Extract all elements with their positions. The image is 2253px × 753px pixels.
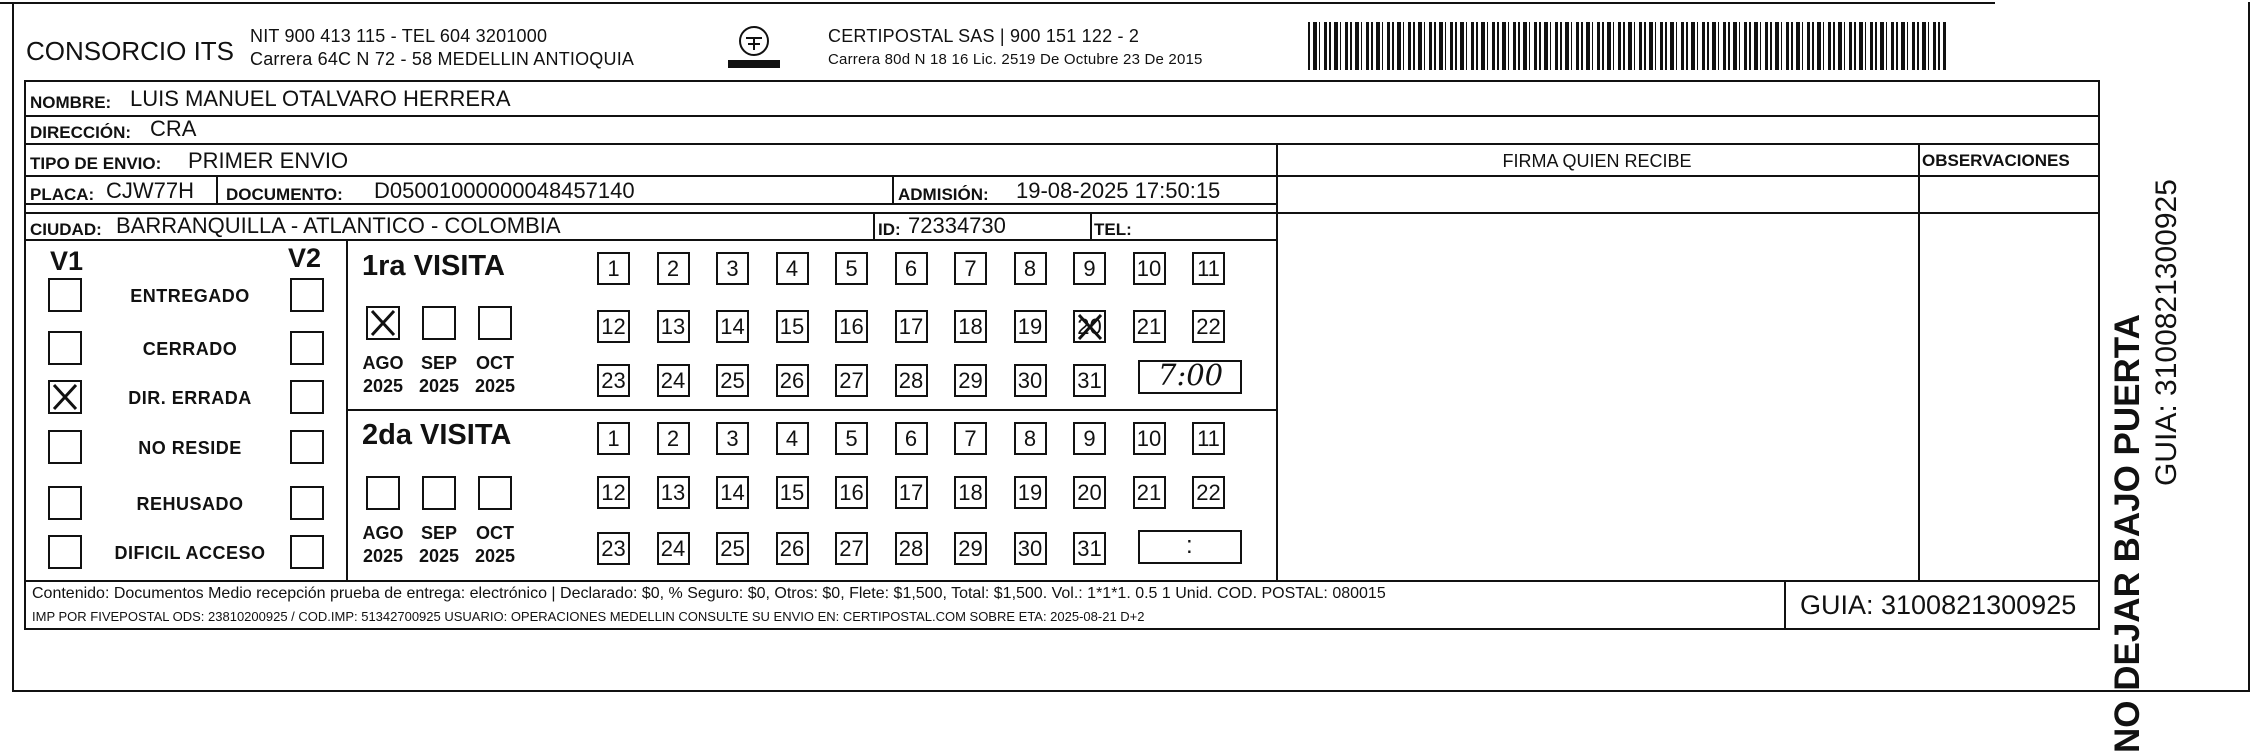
v2-checkbox[interactable] bbox=[290, 278, 324, 312]
admision-label: ADMISIÓN: bbox=[898, 185, 989, 204]
first-visit-month-box[interactable] bbox=[422, 306, 456, 340]
second-visit-day-box[interactable]: 8 bbox=[1014, 422, 1047, 455]
first-visit-day-box[interactable]: 24 bbox=[657, 364, 690, 397]
v1-checkbox[interactable] bbox=[48, 486, 82, 520]
second-visit-day-box[interactable]: 17 bbox=[895, 476, 928, 509]
cell-divider bbox=[873, 212, 875, 239]
side-guia: GUIA: 3100821300925 bbox=[2150, 179, 2183, 486]
first-visit-day-box[interactable]: 30 bbox=[1014, 364, 1047, 397]
status-option-label: CERRADO bbox=[142, 339, 238, 359]
second-visit-day-box[interactable]: 31 bbox=[1073, 532, 1106, 565]
month-label: SEP 2025 bbox=[418, 523, 460, 566]
second-visit-day-box[interactable]: 9 bbox=[1073, 422, 1106, 455]
v2-checkbox[interactable] bbox=[290, 486, 324, 520]
observaciones-header: OBSERVACIONES bbox=[1922, 151, 2070, 170]
first-visit-day-box[interactable]: 20 bbox=[1073, 310, 1106, 343]
first-visit-day-box[interactable]: 16 bbox=[835, 310, 868, 343]
second-visit-day-box[interactable]: 24 bbox=[657, 532, 690, 565]
id-value: 72334730 bbox=[908, 213, 1006, 238]
tipo-label: TIPO DE ENVIO: bbox=[30, 154, 162, 173]
second-visit-month-box[interactable] bbox=[478, 476, 512, 510]
col-divider bbox=[1276, 143, 1278, 580]
cell-divider bbox=[892, 175, 894, 203]
company-address: Carrera 64C N 72 - 58 MEDELLIN ANTIOQUIA bbox=[250, 49, 635, 69]
first-visit-day-box[interactable]: 6 bbox=[895, 252, 928, 285]
admision-value: 19-08-2025 17:50:15 bbox=[1016, 178, 1221, 203]
first-visit-day-box[interactable]: 1 bbox=[597, 252, 630, 285]
second-visit-day-box[interactable]: 10 bbox=[1133, 422, 1166, 455]
id-label: ID: bbox=[878, 220, 901, 239]
second-visit-day-box[interactable]: 27 bbox=[835, 532, 868, 565]
placa-value: CJW77H bbox=[106, 178, 195, 203]
second-visit-title: 2da VISITA bbox=[362, 419, 512, 451]
v1-label: V1 bbox=[50, 246, 84, 276]
left-edge-line bbox=[12, 2, 14, 692]
ciudad-value: BARRANQUILLA - ATLANTICO - COLOMBIA bbox=[116, 213, 561, 238]
second-visit-day-box[interactable]: 23 bbox=[597, 532, 630, 565]
cell-divider bbox=[216, 175, 218, 203]
top-edge-line bbox=[0, 2, 1995, 4]
second-visit-day-box[interactable]: 11 bbox=[1192, 422, 1225, 455]
company-nit: NIT 900 413 115 - TEL 604 3201000 bbox=[250, 26, 548, 46]
first-visit-day-box[interactable]: 8 bbox=[1014, 252, 1047, 285]
first-visit-day-box[interactable]: 17 bbox=[895, 310, 928, 343]
company-name: CONSORCIO ITS bbox=[26, 36, 235, 66]
second-time-value: : bbox=[1186, 532, 1193, 559]
month-label: OCT 2025 bbox=[474, 353, 516, 396]
month-label: AGO 2025 bbox=[362, 353, 404, 396]
first-visit-day-box[interactable]: 11 bbox=[1192, 252, 1225, 285]
status-option-label: REHUSADO bbox=[136, 494, 244, 514]
cell-divider bbox=[1090, 212, 1092, 239]
row-divider bbox=[24, 175, 2100, 177]
first-visit-day-box[interactable]: 3 bbox=[716, 252, 749, 285]
bottom-edge-line bbox=[12, 690, 2250, 692]
second-visit-day-box[interactable]: 30 bbox=[1014, 532, 1047, 565]
status-option-label: DIR. ERRADA bbox=[128, 388, 252, 408]
second-visit-day-box[interactable]: 13 bbox=[657, 476, 690, 509]
ciudad-label: CIUDAD: bbox=[30, 220, 102, 239]
second-visit-day-box[interactable]: 18 bbox=[954, 476, 987, 509]
footer-guia: GUIA: 3100821300925 bbox=[1800, 590, 2077, 620]
second-visit-day-box[interactable]: 12 bbox=[597, 476, 630, 509]
second-visit-month-box[interactable] bbox=[422, 476, 456, 510]
second-visit-day-box[interactable]: 22 bbox=[1192, 476, 1225, 509]
first-visit-day-box[interactable]: 31 bbox=[1073, 364, 1106, 397]
first-visit-day-box[interactable]: 28 bbox=[895, 364, 928, 397]
tipo-value: PRIMER ENVIO bbox=[188, 148, 349, 173]
month-label: OCT 2025 bbox=[474, 523, 516, 566]
second-visit-day-box[interactable]: 21 bbox=[1133, 476, 1166, 509]
status-option-label: DIFICIL ACCESO bbox=[114, 543, 266, 563]
first-visit-day-box[interactable]: 25 bbox=[716, 364, 749, 397]
first-visit-day-box[interactable]: 10 bbox=[1133, 252, 1166, 285]
placa-label: PLACA: bbox=[30, 185, 95, 204]
certipostal-logo bbox=[722, 24, 786, 72]
first-visit-day-box[interactable]: 4 bbox=[776, 252, 809, 285]
nombre-label: NOMBRE: bbox=[30, 93, 112, 112]
v2-label: V2 bbox=[288, 243, 322, 273]
first-visit-day-box[interactable]: 7 bbox=[954, 252, 987, 285]
firma-header: FIRMA QUIEN RECIBE bbox=[1502, 151, 1692, 171]
first-visit-day-box[interactable]: 12 bbox=[597, 310, 630, 343]
visit-divider bbox=[346, 409, 1276, 411]
second-visit-day-box[interactable]: 3 bbox=[716, 422, 749, 455]
first-visit-title: 1ra VISITA bbox=[362, 250, 505, 282]
footer-content: Contenido: Documentos Medio recepción prueba de entrega: electrónico | Declarado: $0, % Seguro: $0, Otros: $0, Flete: $1,500, Total: $1,500. Vol.: 1*1*1. 0.5 1 Unid. COD. POSTAL: 080015 bbox=[32, 585, 1386, 602]
guia-divider bbox=[1784, 580, 1786, 630]
first-visit-day-box[interactable]: 26 bbox=[776, 364, 809, 397]
month-label: SEP 2025 bbox=[418, 353, 460, 396]
first-visit-day-box[interactable]: 2 bbox=[657, 252, 690, 285]
first-visit-day-box[interactable]: 14 bbox=[716, 310, 749, 343]
month-label: AGO 2025 bbox=[362, 523, 404, 566]
first-visit-month-box[interactable] bbox=[366, 306, 400, 340]
first-visit-day-box[interactable]: 21 bbox=[1133, 310, 1166, 343]
first-visit-month-box[interactable] bbox=[478, 306, 512, 340]
direccion-value: CRA bbox=[150, 116, 197, 141]
right-edge-line bbox=[2248, 2, 2250, 692]
tel-label: TEL: bbox=[1094, 220, 1132, 239]
first-visit-day-box[interactable]: 29 bbox=[954, 364, 987, 397]
documento-label: DOCUMENTO: bbox=[226, 185, 343, 204]
status-option-label: NO RESIDE bbox=[138, 438, 242, 458]
visit-col-divider bbox=[346, 239, 348, 580]
first-visit-day-box[interactable]: 15 bbox=[776, 310, 809, 343]
first-visit-day-box[interactable]: 18 bbox=[954, 310, 987, 343]
row-divider bbox=[24, 115, 2100, 117]
first-visit-day-box[interactable]: 22 bbox=[1192, 310, 1225, 343]
first-time-value: 7:00 bbox=[1158, 358, 1224, 392]
v2-checkbox[interactable] bbox=[290, 535, 324, 569]
footer-divider bbox=[24, 580, 2100, 582]
v1-checkbox[interactable] bbox=[48, 535, 82, 569]
v2-checkbox[interactable] bbox=[290, 430, 324, 464]
v2-checkbox[interactable] bbox=[290, 331, 324, 365]
barcode bbox=[1308, 22, 1946, 70]
v2-checkbox[interactable] bbox=[290, 380, 324, 414]
footer-print-info: IMP POR FIVEPOSTAL ODS: 23810200925 / COD.IMP: 51342700925 USUARIO: OPERACIONES MEDELLIN CONSULTE SU ENVIO EN: CERTIPOSTAL.COM SOBRE ETA: 2025-08-21 D+2 bbox=[32, 609, 1145, 624]
direccion-label: DIRECCIÓN: bbox=[30, 123, 132, 142]
nombre-value: LUIS MANUEL OTALVARO HERRERA bbox=[130, 86, 511, 111]
first-visit-day-box[interactable]: 27 bbox=[835, 364, 868, 397]
second-visit-day-box[interactable]: 6 bbox=[895, 422, 928, 455]
second-visit-day-box[interactable]: 25 bbox=[716, 532, 749, 565]
second-visit-day-box[interactable]: 1 bbox=[597, 422, 630, 455]
carrier-name: CERTIPOSTAL SAS | 900 151 122 - 2 bbox=[828, 26, 1140, 46]
v1-checkbox[interactable] bbox=[48, 430, 82, 464]
second-visit-day-box[interactable]: 26 bbox=[776, 532, 809, 565]
second-visit-day-box[interactable]: 28 bbox=[895, 532, 928, 565]
second-visit-month-box[interactable] bbox=[366, 476, 400, 510]
side-warning: NO DEJAR BAJO PUERTA bbox=[2108, 314, 2147, 753]
second-visit-day-box[interactable]: 20 bbox=[1073, 476, 1106, 509]
second-visit-day-box[interactable]: 16 bbox=[835, 476, 868, 509]
second-visit-day-box[interactable]: 29 bbox=[954, 532, 987, 565]
row-divider bbox=[24, 203, 1276, 205]
first-visit-day-box[interactable]: 9 bbox=[1073, 252, 1106, 285]
day-mark-x bbox=[1075, 312, 1105, 348]
v1-checkbox[interactable] bbox=[48, 331, 82, 365]
first-visit-day-box[interactable]: 5 bbox=[835, 252, 868, 285]
second-visit-day-box[interactable]: 14 bbox=[716, 476, 749, 509]
second-visit-day-box[interactable]: 19 bbox=[1014, 476, 1047, 509]
second-visit-day-box[interactable]: 2 bbox=[657, 422, 690, 455]
v1-checkbox[interactable] bbox=[48, 278, 82, 312]
documento-value: D05001000000048457140 bbox=[374, 178, 635, 203]
col-divider bbox=[1918, 143, 1920, 580]
second-visit-day-box[interactable]: 15 bbox=[776, 476, 809, 509]
second-visit-day-box[interactable]: 5 bbox=[835, 422, 868, 455]
first-visit-day-box[interactable]: 19 bbox=[1014, 310, 1047, 343]
carrier-address: Carrera 80d N 18 16 Lic. 2519 De Octubre 23 De 2015 bbox=[828, 51, 1203, 68]
second-visit-day-box[interactable]: 7 bbox=[954, 422, 987, 455]
row-divider bbox=[24, 143, 2100, 145]
v1-checkbox[interactable] bbox=[48, 380, 82, 414]
first-visit-day-box[interactable]: 23 bbox=[597, 364, 630, 397]
status-option-label: ENTREGADO bbox=[130, 286, 250, 306]
second-visit-day-box[interactable]: 4 bbox=[776, 422, 809, 455]
row-divider bbox=[24, 239, 1276, 241]
first-visit-day-box[interactable]: 13 bbox=[657, 310, 690, 343]
